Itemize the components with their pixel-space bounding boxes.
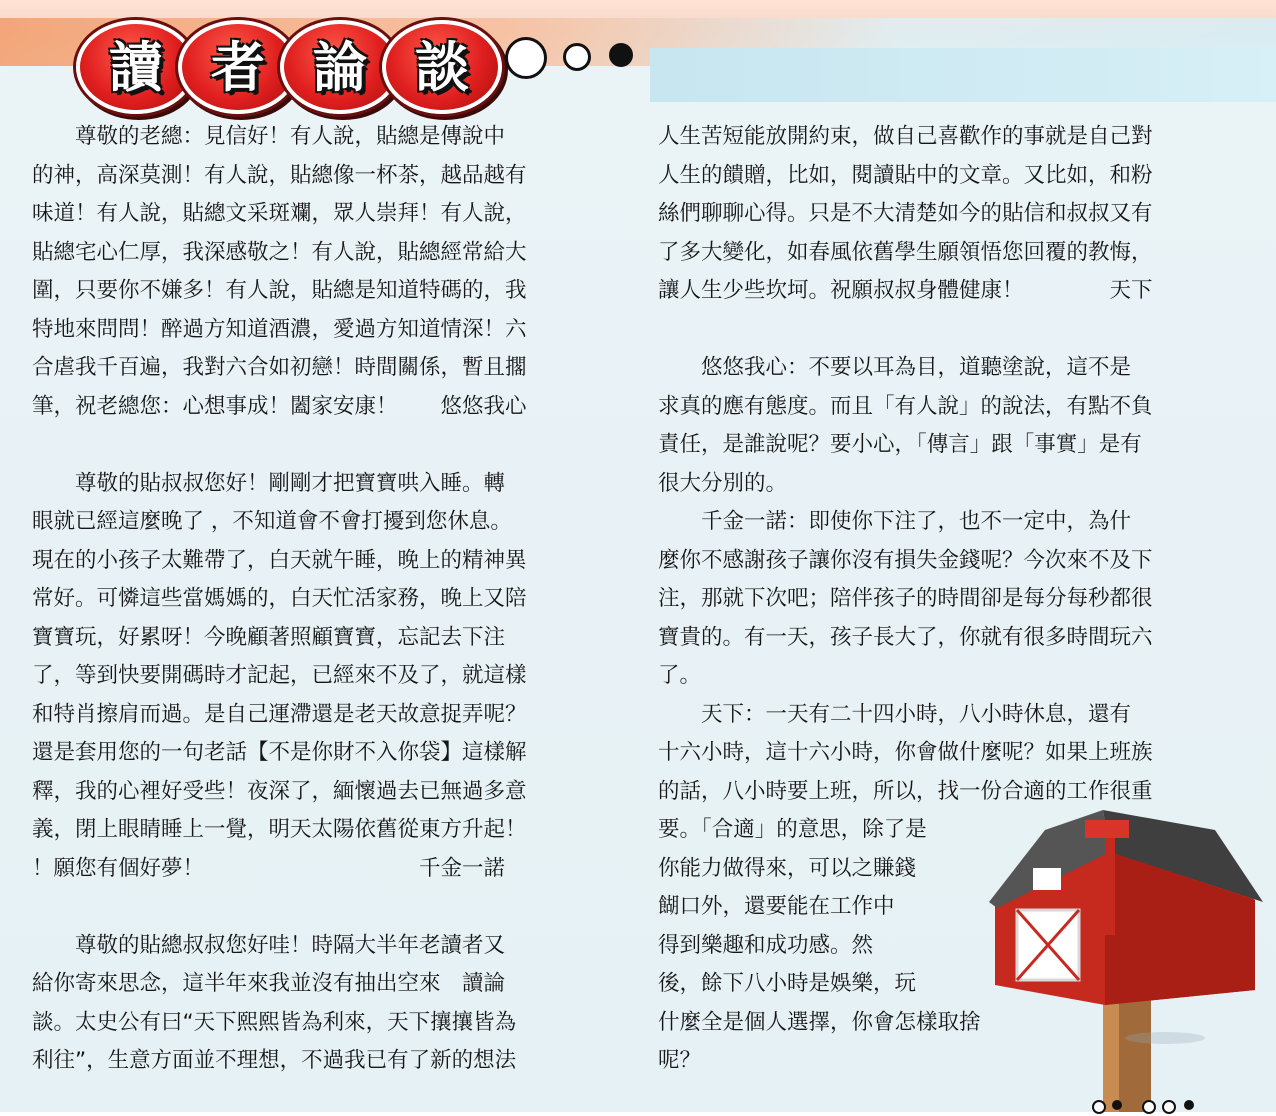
text-line: 要。「合適」的意思，除了是 [658,817,927,842]
text-line: 給你寄來思念，這半年來我並沒有抽出空來 讀論 [32,971,506,996]
letter-qianjin [32,465,622,889]
text-line: 尊敬的老總：見信好！有人說，貼總是傳說中 [32,124,506,149]
title-char-badge: 讀 [76,20,196,114]
text-line: 人生苦短能放開約束，做自己喜歡作的事就是自己對 [658,124,1153,149]
text-line: 的話，八小時要上班，所以，找一份合適的工作很重 [658,778,1153,804]
letter-tianxia [32,927,622,1081]
title-char-badge: 談 [382,20,502,114]
text-line: ！願您有個好夢！ 千金一諾 [32,855,506,881]
text-line: 筆，祝老總您：心想事成！闔家安康！ 悠悠我心 [32,393,527,419]
text-line: 特地來問問！醉過方知道酒濃，愛過方知道情深！六 [32,316,527,342]
text-line: 麼你不感謝孩子讓你沒有損失金錢呢？今次來不及下 [658,547,1153,573]
title-char-badge: 論 [280,20,400,114]
title-char-badge: 者 [178,20,298,114]
text-line: 呢？ [658,1048,702,1073]
text-line: 寶貴的。有一天，孩子長大了，你就有很多時間玩六 [658,624,1153,650]
text-line: 常好。可憐這些當媽媽的，白天忙活家務，晚上又陪 [32,586,527,611]
text-line: 貼總宅心仁厚，我深感敬之！有人說，貼總經常給大 [32,239,527,265]
text-line: 求真的應有態度。而且「有人說」的說法，有點不負 [658,393,1153,419]
decorative-dots-icon [1092,1098,1202,1112]
text-line: 尊敬的貼叔叔您好！剛剛才把寶寶哄入睡。轉 [32,470,506,496]
text-line: 了，等到快要開碼時才記起，已經來不及了，就這樣 [32,663,527,688]
text-line: 和特肖擦肩而過。是自己運滯還是老天故意捉弄呢？ [32,701,527,727]
text-line: 餬口外，還要能在工作中 [658,894,895,919]
left-column [32,118,622,1081]
text-line: 的神，高深莫測！有人說，貼總像一杯茶，越品越有 [32,162,527,188]
text-line: 談。太史公有曰“天下熙熙皆為利來，天下攘攘皆為 [32,1009,517,1035]
text-line: 什麼全是個人選擇，你會怎樣取捨 [658,1009,981,1035]
reply-youyou [658,349,1248,503]
text-line: 還是套用您的一句老話【不是你財不入你袋】這樣解 [32,740,527,765]
text-line: 天下：一天有二十四小時，八小時休息，還有 [658,701,1132,727]
text-line: 了。 [658,663,702,688]
text-line: 了多大變化，如春風依舊學生願領悟您回覆的教悔， [658,239,1153,265]
text-line: 合虐我千百遍，我對六合如初戀！時間關係，暫且擱 [32,355,527,380]
text-line: 悠悠我心：不要以耳為目，道聽塗說，這不是 [658,355,1132,380]
letter-tianxia-cont [658,118,1248,311]
text-line: 責任，是誰說呢？要小心，「傳言」跟「事實」是有 [658,432,1142,457]
text-line: 十六小時，這十六小時，你會做什麼呢？如果上班族 [658,740,1153,765]
text-line: 後，餘下八小時是娛樂，玩 [658,971,917,996]
text-line: 義，閉上眼睛睡上一覺，明天太陽依舊從東方升起！ [32,817,527,842]
text-line: 很大分別的。 [658,470,788,496]
letter-youyou [32,118,622,426]
text-line: 味道！有人說，貼總文采斑斕，眾人崇拜！有人說， [32,201,527,226]
text-line: 釋，我的心裡好受些！夜深了，緬懷過去已無過多意 [32,778,527,804]
text-line: 現在的小孩子太難帶了，白天就午睡，晚上的精神異 [32,547,527,573]
text-line: 利往”，生意方面並不理想，不過我已有了新的想法 [32,1048,517,1073]
mailbox-illustration-icon [985,790,1270,1112]
header-strip-right [650,48,1276,102]
text-line: 尊敬的貼總叔叔您好哇！時隔大半年老讀者又 [32,932,506,958]
text-line: 得到樂趣和成功感。然 [658,932,874,958]
text-line: 寶寶玩，好累呀！今晚顧著照顧寶寶，忘記去下注 [32,624,506,650]
text-line: 人生的饋贈，比如，閱讀貼中的文章。又比如，和粉 [658,162,1153,188]
text-line: 千金一諾：即使你下注了，也不一定中，為什 [658,509,1132,534]
text-line: 眼就已經這麼晚了 ，不知道會不會打擾到您休息。 [32,509,512,534]
text-line: 絲們聊聊心得。只是不大清楚如今的貼信和叔叔又有 [658,201,1153,226]
text-line: 圍，只要你不嫌多！有人說，貼總是知道特碼的，我 [32,278,527,303]
text-line: 你能力做得來，可以之賺錢 [658,855,917,881]
reply-qianjin [658,503,1248,696]
text-line: 讓人生少些坎坷。祝願叔叔身體健康！ 天下 [658,278,1153,303]
text-line: 注，那就下次吧；陪伴孩子的時間卻是每分每秒都很 [658,586,1153,611]
